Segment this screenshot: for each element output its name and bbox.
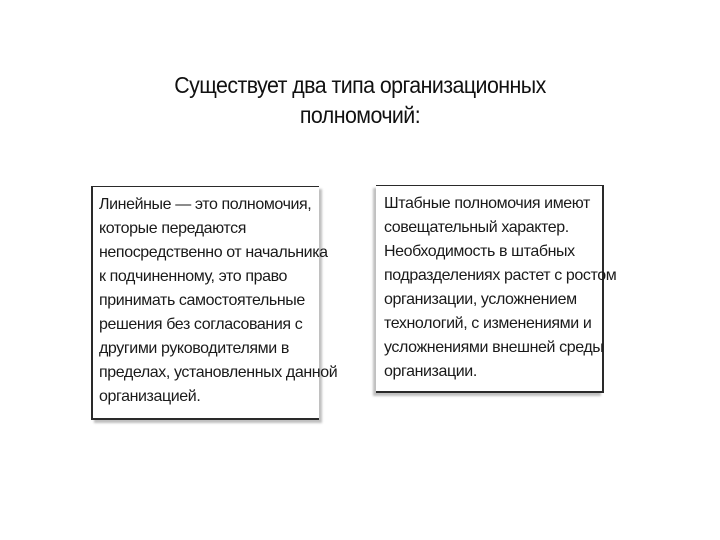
slide-title-line-1: Существует два типа организационных xyxy=(174,72,546,98)
staff-text-line-2: совещательный характер. xyxy=(384,219,569,236)
linear-text-line-7: другими руководителями в xyxy=(99,340,289,357)
staff-text-line-8: организации. xyxy=(384,363,477,380)
linear-text-line-9: организацией. xyxy=(99,388,201,405)
staff-authority-box xyxy=(376,185,617,393)
slide-title xyxy=(165,70,556,130)
linear-text-line-6: решения без согласования с xyxy=(99,316,303,333)
staff-text-line-5: организации, усложнением xyxy=(384,291,577,308)
staff-text-line-4: подразделениях растет с ростом xyxy=(384,267,617,284)
staff-text-line-7: усложнениями внешней среды xyxy=(384,339,604,356)
linear-text-line-8: пределах, установленных данной xyxy=(99,364,338,381)
linear-text-line-3: непосредственно от начальника xyxy=(99,244,328,261)
linear-text-line-1: Линейные — это полномочия, xyxy=(99,196,312,213)
linear-authority-box xyxy=(91,186,338,420)
slide-title-line-2: полномочий: xyxy=(299,102,421,128)
staff-text-line-3: Необходимость в штабных xyxy=(384,243,575,260)
linear-text-line-5: принимать самостоятельные xyxy=(99,292,305,309)
linear-text-line-4: к подчиненному, это право xyxy=(99,268,288,285)
linear-text-line-2: которые передаются xyxy=(99,220,247,237)
staff-text-line-6: технологий, с изменениями и xyxy=(384,315,592,332)
staff-text-line-1: Штабные полномочия имеют xyxy=(384,195,590,212)
